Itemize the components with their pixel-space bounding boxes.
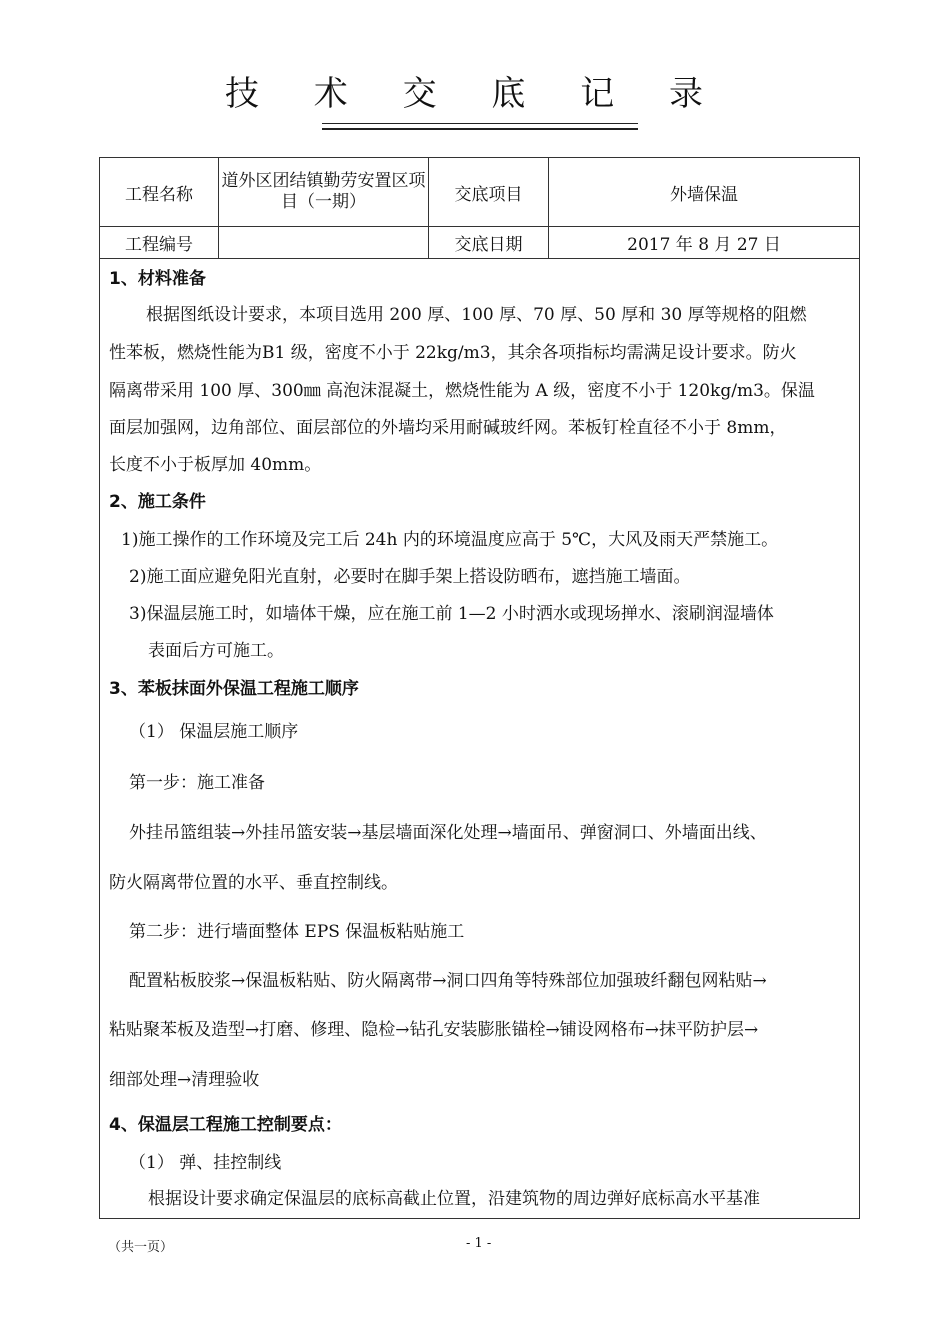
section-4-heading: 4、保温层工程施工控制要点：	[109, 1115, 342, 1135]
section-1-line: 性苯板，燃烧性能为B1 级，密度不小于 22kg/m3，其余各项指标均需满足设计要求。防火	[109, 343, 797, 363]
disclosure-date-value: 2017 年 8 月 27 日	[627, 235, 781, 255]
document-title: 技 术 交 底 记 录	[224, 74, 726, 114]
section-1-line: 根据图纸设计要求，本项目选用 200 厚、100 厚、70 厚、50 厚和 30 厚等规格的阻燃	[146, 305, 807, 325]
project-name-line2: 目（一期）	[281, 192, 366, 212]
section-3-line: 配置粘板胶浆→保温板粘贴、防火隔离带→洞口四角等特殊部位加强玻纤翻包网粘贴→	[129, 971, 767, 991]
disclosure-item-value: 外墙保温	[670, 184, 738, 205]
project-no-label: 工程编号	[125, 235, 193, 255]
project-name-label: 工程名称	[125, 184, 193, 205]
section-1-heading: 1、材料准备	[109, 269, 206, 289]
project-name-value	[219, 158, 428, 226]
section-3-line: 防火隔离带位置的水平、垂直控制线。	[109, 873, 398, 893]
section-3-line: 细部处理→清理验收	[109, 1070, 260, 1090]
section-1-line: 长度不小于板厚加 40mm。	[109, 455, 322, 475]
title-underline-thin	[322, 123, 638, 124]
row-divider-2	[100, 258, 859, 259]
project-name-line1: 道外区团结镇勤劳安置区项	[221, 171, 426, 191]
footer-page-number: - 1 -	[466, 1236, 492, 1251]
disclosure-date-label: 交底日期	[454, 235, 523, 255]
section-1-line: 面层加强网，边角部位、面层部位的外墙均采用耐碱玻纤网。苯板钉栓直径不小于 8mm，	[109, 418, 787, 438]
footer-page-count: （共一页）	[108, 1240, 174, 1255]
section-3-line: 外挂吊篮组装→外挂吊篮安装→基层墙面深化处理→墙面吊、弹窗洞口、外墙面出线、	[129, 823, 767, 843]
section-2-line: 3)保温层施工时，如墙体干燥，应在施工前 1—2 小时洒水或现场掸水、滚刷润湿墙体	[129, 604, 774, 624]
section-2-line: 2)施工面应避免阳光直射，必要时在脚手架上搭设防晒布，遮挡施工墙面。	[129, 567, 691, 587]
title-underline-thick	[322, 128, 638, 130]
section-2-heading: 2、施工条件	[109, 492, 206, 512]
section-3-step: 第一步：施工准备	[129, 773, 265, 793]
section-1-line: 隔离带采用 100 厚、300㎜ 高泡沫混凝土，燃烧性能为 A 级，密度不小于 120kg/m3。保温	[109, 381, 815, 401]
project-no-value	[219, 227, 428, 258]
disclosure-item-label: 交底项目	[454, 184, 523, 205]
section-2-line: 表面后方可施工。	[148, 641, 284, 661]
section-3-step: 第二步：进行墙面整体 EPS 保温板粘贴施工	[129, 922, 465, 942]
section-3-subheading: （1） 保温层施工顺序	[129, 722, 299, 742]
section-3-line: 粘贴聚苯板及造型→打磨、修理、隐检→钻孔安装膨胀锚栓→铺设网格布→抹平防护层→	[109, 1020, 759, 1040]
section-2-line: 1)施工操作的工作环境及完工后 24h 内的环境温度应高于 5℃，大风及雨天严禁施工。	[121, 530, 779, 550]
section-3-heading: 3、苯板抹面外保温工程施工顺序	[109, 679, 359, 699]
section-4-subheading: （1） 弹、挂控制线	[129, 1153, 282, 1173]
section-4-line: 根据设计要求确定保温层的底标高截止位置，沿建筑物的周边弹好底标高水平基准	[148, 1189, 760, 1209]
